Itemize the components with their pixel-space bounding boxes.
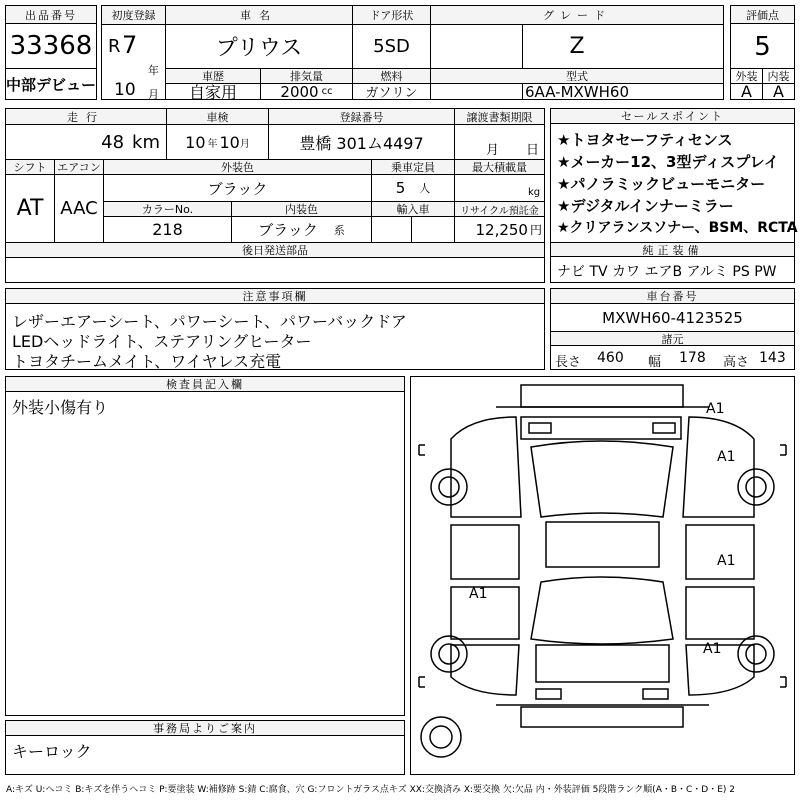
chassis-box	[550, 288, 795, 370]
shift: AT	[16, 196, 44, 221]
office-box	[5, 720, 405, 775]
damage-mark: A1	[717, 449, 736, 465]
later-parts-label: 後日発送部品	[6, 243, 544, 257]
note-line: レザーエアーシート、パワーシート、パワーバックドア	[12, 312, 407, 331]
grade: Z	[569, 34, 585, 59]
inspector-note: 外装小傷有り	[12, 398, 109, 417]
length: 460	[597, 350, 624, 366]
capacity-label: 乗車定員	[372, 160, 454, 174]
inspection-label: 車検	[167, 109, 268, 124]
mileage: 48 km	[101, 131, 160, 153]
lot-label: 出品番号	[6, 6, 96, 24]
int-grade: A	[773, 82, 784, 101]
int-label: 内装	[767, 70, 790, 83]
lot-number: 33368	[9, 31, 93, 61]
sales-point-item: ★クリアランスソナー、BSM、RCTA	[557, 220, 798, 236]
details-box	[5, 108, 545, 283]
model: 6AA-MXWH60	[525, 82, 629, 101]
score-box	[730, 5, 795, 100]
notes-label: 注意事項欄	[6, 289, 544, 304]
office-note: キーロック	[12, 742, 92, 761]
equipment: ナビ TV カワ エアB アルミ PS PW	[557, 264, 777, 280]
damage-mark: A1	[706, 401, 725, 417]
ext-color-label: 外装色	[104, 160, 371, 174]
recycle-label: リサイクル預託金	[455, 202, 544, 216]
score: 5	[754, 31, 771, 62]
color-no: 218	[152, 220, 183, 239]
damage-mark: A1	[469, 586, 488, 602]
history: 自家用	[188, 83, 237, 102]
first-reg-month: 10	[114, 80, 136, 100]
displacement-label: 排気量	[261, 69, 352, 83]
transfer-month: 月	[486, 143, 500, 158]
sales-point-item: ★メーカー12、3型ディスプレイ	[557, 153, 779, 171]
car-name-label: 車名	[166, 6, 352, 24]
sales-point-item: ★パノラミックビューモニター	[557, 175, 766, 193]
damage-mark: A1	[703, 641, 722, 657]
int-color-label: 内装色	[232, 202, 371, 216]
grade-label: グレード	[431, 6, 723, 24]
car-outline-svg	[411, 377, 794, 774]
import-label: 輸入車	[372, 202, 454, 216]
car-diagram	[410, 376, 795, 775]
recycle: 12,250 円	[475, 220, 542, 239]
first-reg-label: 初度登録	[102, 6, 165, 24]
max-load-label: 最大積載量	[455, 160, 544, 174]
car-name: プリウス	[215, 36, 303, 61]
int-color: ブラック 系	[258, 221, 345, 239]
aircon-label: エアコン	[55, 160, 103, 174]
office-label: 事務局よりご案内	[6, 721, 404, 736]
note-line: トヨタチームメイト、ワイヤレス充電	[12, 352, 282, 371]
fuel: ガソリン	[365, 86, 418, 101]
sales-point-item: ★デジタルインナーミラー	[557, 197, 734, 215]
lot-box	[5, 5, 97, 100]
width-label: 幅	[648, 355, 662, 370]
height: 143	[759, 350, 786, 366]
door-type: 5SD	[373, 36, 410, 57]
transfer-day: 日	[526, 143, 540, 158]
reg-no: 豊橋 301ム4497	[299, 133, 424, 153]
ext-grade: A	[741, 82, 752, 101]
fuel-label: 燃料	[353, 69, 430, 83]
aircon: AAC	[60, 198, 98, 219]
displacement: 2000 cc	[280, 82, 333, 101]
door-label: ドア形状	[353, 6, 430, 24]
inspector-box	[5, 376, 405, 716]
history-label: 車歴	[166, 69, 260, 83]
inspector-label: 検査員記入欄	[6, 377, 404, 392]
color-no-label: カラーNo.	[104, 202, 231, 216]
first-reg-nen: 年	[148, 64, 159, 77]
height-label: 高さ	[723, 355, 750, 370]
sales-points-box	[550, 108, 798, 283]
mileage-label: 走行	[6, 109, 166, 124]
notes-box	[5, 288, 545, 370]
note-line: LEDヘッドライト、ステアリングヒーター	[12, 332, 312, 351]
max-load-unit: kg	[528, 187, 541, 198]
chassis-label: 車台番号	[551, 289, 794, 304]
first-reg-tsuki: 月	[148, 88, 159, 101]
reg-no-label: 登録番号	[269, 109, 454, 124]
ext-label: 外装	[735, 70, 758, 83]
capacity: 5 人	[395, 179, 431, 197]
main-top-box	[101, 5, 724, 100]
equipment-label: 純正装備	[551, 243, 794, 257]
specs-label: 諸元	[551, 332, 794, 346]
score-label: 評価点	[731, 6, 794, 24]
sales-points-label: セールスポイント	[551, 109, 794, 124]
width: 178	[679, 350, 706, 366]
first-reg-era: R	[108, 36, 121, 57]
first-reg-year: 7	[122, 31, 138, 59]
damage-mark: A1	[717, 553, 736, 569]
chassis-number: MXWH60-4123525	[602, 309, 743, 327]
length-label: 長さ	[555, 355, 582, 370]
inspection: 10 年 10 月	[185, 132, 250, 152]
model-label: 型式	[431, 69, 723, 83]
transfer-label: 譲渡書類期限	[455, 109, 544, 124]
ext-color: ブラック	[207, 179, 268, 198]
legend: A:キズ U:ヘコミ B:キズを伴うヘコミ P:要塗装 W:補修跡 S:錆 C:腐食、穴 G:フロントガラス点キズ XX:交換済み X:要交換 欠:欠品 内・外装評価 5段階ランク順(A・B・C・D・E) 2	[6, 785, 736, 795]
chubu-debut: 中部デビュー	[6, 75, 97, 94]
shift-label: シフト	[6, 160, 54, 174]
sales-point-item: ★トヨタセーフティセンス	[557, 131, 733, 149]
